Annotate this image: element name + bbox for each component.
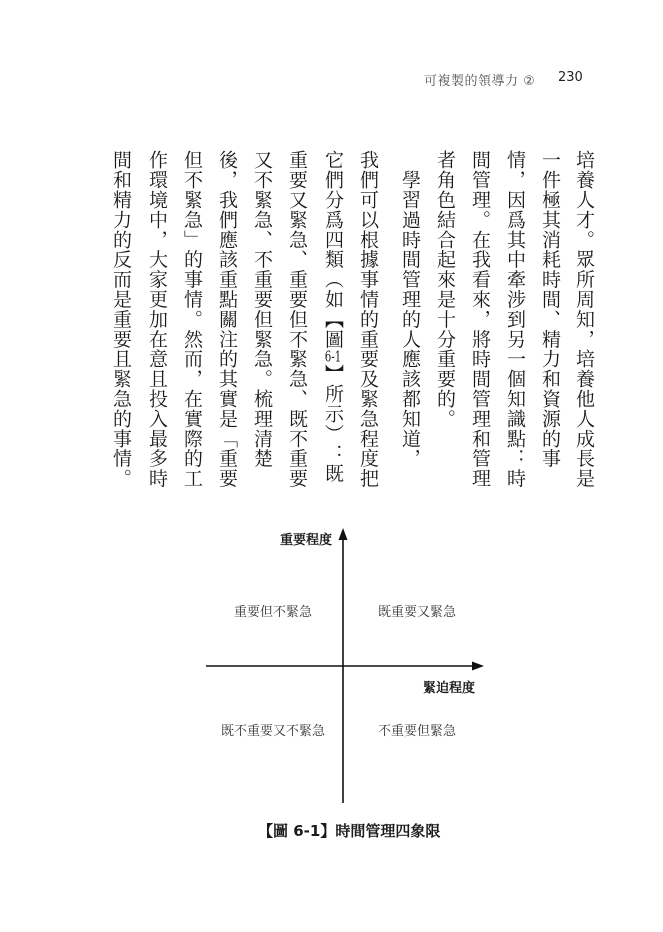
- text-column: 者角色結合起來是十分重要的。: [434, 150, 456, 429]
- text-column: 學習過時間管理的人應該都知道，: [399, 150, 421, 469]
- quadrant-neither: 既不重要又不緊急: [221, 724, 326, 739]
- quadrant-important-not-urgent: 重要但不緊急: [234, 605, 313, 620]
- text-column: 培養人才。眾所周知，培養他人成長是: [573, 150, 595, 489]
- figure-reference-number: 6-1: [324, 349, 342, 364]
- text-column: 間和精力的反而是重要且緊急的事情。: [110, 150, 132, 489]
- x-axis-arrowhead: [472, 662, 484, 671]
- quadrant-urgent-not-important: 不重要但緊急: [378, 724, 457, 739]
- y-axis-label: 重要程度: [280, 533, 333, 548]
- text-column: 我們可以根據事情的重要及緊急程度把: [357, 150, 379, 489]
- text-column: 作環境中，大家更加在意且投入最多時: [146, 150, 168, 489]
- text-run: 它們分爲四類（如【圖: [322, 150, 344, 349]
- book-title: 可複製的領導力 ②: [424, 74, 536, 89]
- text-run: 】所示）：既: [322, 364, 344, 484]
- x-axis-label: 緊迫程度: [423, 681, 476, 696]
- text-column: 間管理。在我看來，將時間管理和管理: [469, 150, 491, 489]
- page-number: 230: [558, 70, 583, 85]
- text-column: 但不緊急」的事情。然而，在實際的工: [181, 150, 203, 489]
- text-column: 一件極其消耗時間、精力和資源的事: [539, 150, 561, 469]
- text-column: 情，因爲其中牽涉到另一個知識點：時: [504, 150, 526, 489]
- y-axis-arrowhead: [339, 528, 348, 540]
- quadrant-important-and-urgent: 既重要又緊急: [378, 605, 457, 620]
- text-column: 重要又緊急、重要但不緊急、既不重要: [286, 150, 308, 489]
- text-column: 後，我們應該重點關注的其實是「重要: [216, 150, 238, 489]
- figure-caption: 【圖 6-1】時間管理四象限: [258, 822, 441, 840]
- text-column: 又不緊急、不重要但緊急。梳理清楚: [251, 150, 273, 469]
